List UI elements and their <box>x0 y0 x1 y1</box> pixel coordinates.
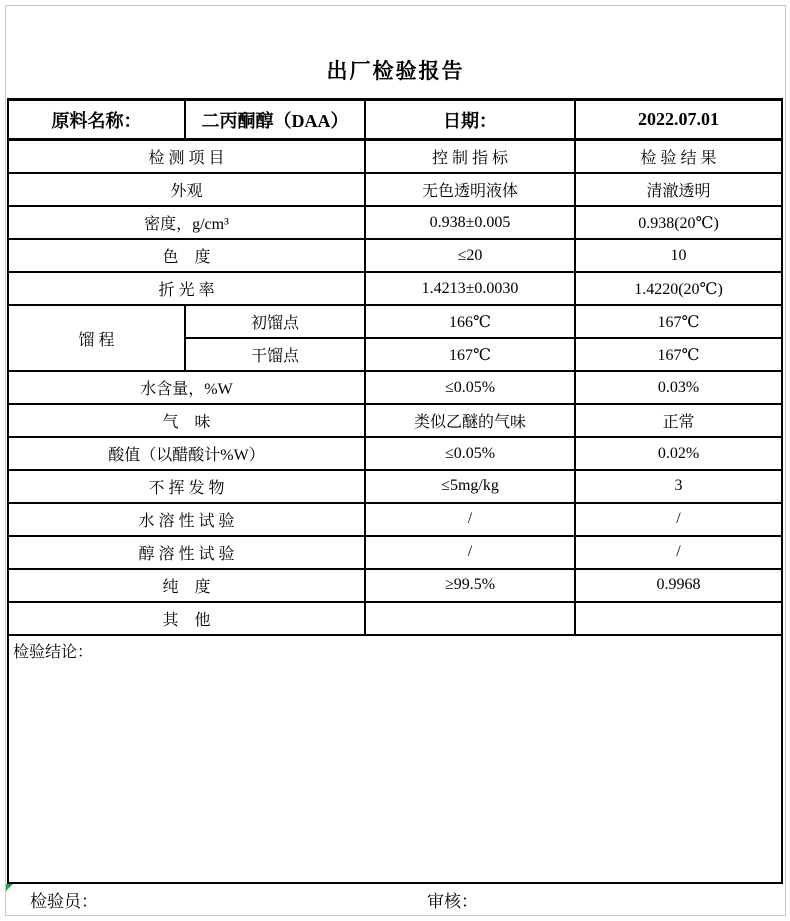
error-indicator-icon <box>6 884 13 891</box>
row-standard <box>365 602 575 635</box>
table-row-water-content <box>8 371 782 404</box>
row-result: 10 <box>575 239 782 272</box>
table-row-density <box>8 206 782 239</box>
distillation-group-label: 馏 程 <box>8 305 185 371</box>
row-result <box>575 602 782 635</box>
row-label: 纯 度 <box>8 569 365 602</box>
row-label: 密度，g/cm³ <box>8 206 365 239</box>
row-result: 0.938(20℃) <box>575 206 782 239</box>
row-label: 外观 <box>8 173 365 206</box>
report-title: 出厂检验报告 <box>326 59 465 83</box>
row-standard: 1.4213±0.0030 <box>365 272 575 305</box>
row-standard: 166℃ <box>365 305 575 338</box>
row-result: 0.9968 <box>575 569 782 602</box>
row-label: 其 他 <box>8 602 365 635</box>
table-row-odor <box>8 404 782 437</box>
row-label: 醇 溶 性 试 验 <box>8 536 365 569</box>
row-result: 清澈透明 <box>575 173 782 206</box>
reviewer-label: 审核： <box>427 892 478 911</box>
report-page <box>5 5 786 916</box>
table-row-appearance <box>8 173 782 206</box>
row-standard: 类似乙醚的气味 <box>365 404 575 437</box>
table-row-alcohol-solubility <box>8 536 782 569</box>
inspector-label: 检验员： <box>30 892 98 911</box>
row-standard: / <box>365 503 575 536</box>
table-row-other <box>8 602 782 635</box>
row-standard: ≤5mg/kg <box>365 470 575 503</box>
col-header-result: 检 验 结 果 <box>575 140 782 174</box>
conclusion-row <box>8 635 782 883</box>
date-value: 2022.07.01 <box>575 100 782 140</box>
row-label: 水含量，%W <box>8 371 365 404</box>
row-result: / <box>575 536 782 569</box>
row-standard: 167℃ <box>365 338 575 371</box>
table-row-distillation-initial <box>8 305 782 338</box>
row-standard: 0.938±0.005 <box>365 206 575 239</box>
row-standard: ≤0.05% <box>365 371 575 404</box>
table-row-color <box>8 239 782 272</box>
row-standard: ≤20 <box>365 239 575 272</box>
row-label: 水 溶 性 试 验 <box>8 503 365 536</box>
table-row-purity <box>8 569 782 602</box>
column-header-row <box>8 140 782 174</box>
row-result: 正常 <box>575 404 782 437</box>
row-standard: / <box>365 536 575 569</box>
table-row-acid-value <box>8 437 782 470</box>
table-row-water-solubility <box>8 503 782 536</box>
row-result: / <box>575 503 782 536</box>
row-result: 0.02% <box>575 437 782 470</box>
row-result: 167℃ <box>575 305 782 338</box>
col-header-item: 检 测 项 目 <box>8 140 365 174</box>
row-label: 气 味 <box>8 404 365 437</box>
conclusion-label: 检验结论： <box>8 635 782 883</box>
row-label: 折 光 率 <box>8 272 365 305</box>
row-result: 167℃ <box>575 338 782 371</box>
material-name-label: 原料名称： <box>8 100 185 140</box>
row-label: 色 度 <box>8 239 365 272</box>
row-standard: ≤0.05% <box>365 437 575 470</box>
material-name-value: 二丙酮醇（DAA） <box>185 100 365 140</box>
inspection-table <box>7 98 783 884</box>
row-result: 1.4220(20℃) <box>575 272 782 305</box>
row-standard: 无色透明液体 <box>365 173 575 206</box>
row-result: 0.03% <box>575 371 782 404</box>
row-label: 干馏点 <box>185 338 365 371</box>
col-header-standard: 控 制 指 标 <box>365 140 575 174</box>
signature-row <box>6 884 785 915</box>
header-row <box>8 100 782 140</box>
row-label: 不 挥 发 物 <box>8 470 365 503</box>
table-row-non-volatile <box>8 470 782 503</box>
row-result: 3 <box>575 470 782 503</box>
row-label: 酸值（以醋酸计%W） <box>8 437 365 470</box>
table-row-refractive-index <box>8 272 782 305</box>
row-standard: ≥99.5% <box>365 569 575 602</box>
row-label: 初馏点 <box>185 305 365 338</box>
date-label: 日期： <box>365 100 575 140</box>
